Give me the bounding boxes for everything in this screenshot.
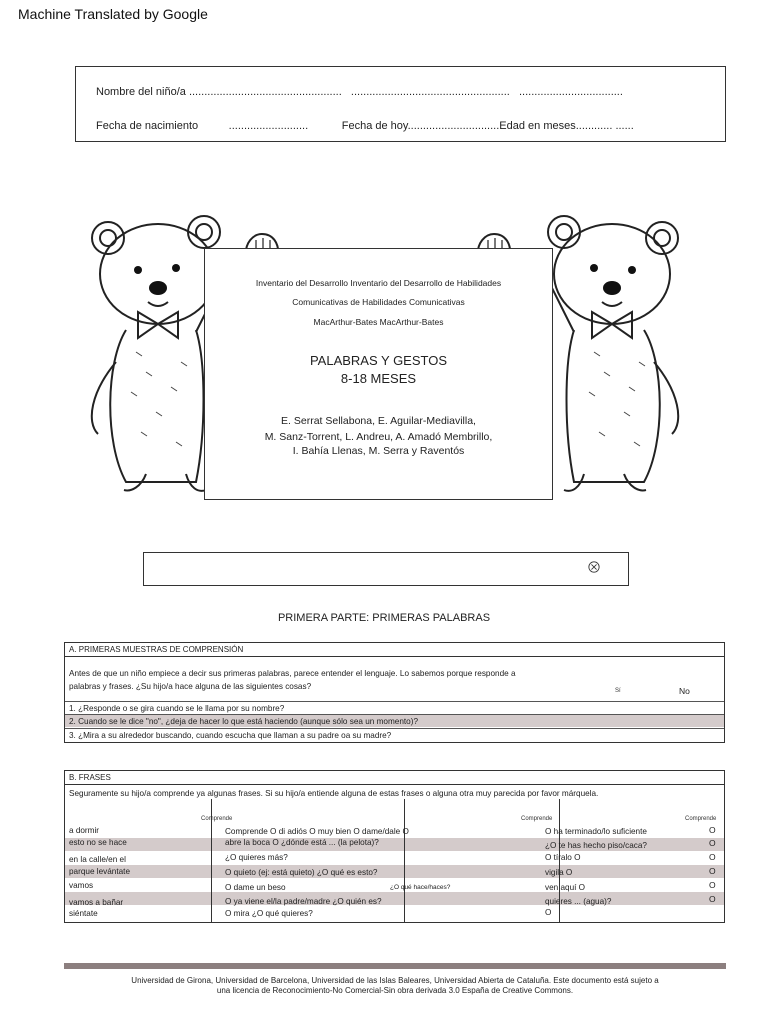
checkbox-circle[interactable]: O bbox=[709, 838, 716, 848]
no-label: No bbox=[679, 686, 690, 696]
section-a bbox=[64, 642, 725, 743]
question-row-2: 2. Cuando se le dice "no", ¿deja de hacer lo que está haciendo (aunque sólo sea un momento)? bbox=[65, 714, 724, 727]
authors-line2: M. Sanz-Torrent, L. Andreu, A. Amadó Membrillo, bbox=[264, 431, 493, 443]
form-age-range: 8-18 MESES bbox=[340, 371, 417, 386]
question-row-3: 3. ¿Mira a su alrededor buscando, cuando escucha que llaman a su padre oa su madre? bbox=[65, 728, 724, 741]
phrase-col2-7: O mira ¿O qué quieres? bbox=[225, 909, 313, 918]
phrase-col3-1: O ha terminado/lo suficiente bbox=[545, 827, 647, 836]
checkbox-circle[interactable]: O bbox=[709, 866, 716, 876]
authors-line3: I. Bahía Llenas, M. Serra y Raventós bbox=[292, 445, 465, 457]
child-info-box bbox=[75, 66, 726, 142]
phrase-col1-2: esto no se hace bbox=[69, 838, 127, 847]
comprende-header-2: Comprende bbox=[521, 816, 553, 822]
phrase-col1-1: a dormir bbox=[69, 826, 100, 835]
translation-header: Machine Translated by Google bbox=[18, 6, 208, 22]
phrase-col3-5: ven aquí O bbox=[545, 883, 586, 892]
checkbox-circle[interactable]: O bbox=[709, 852, 716, 862]
phrase-col1-5: vamos bbox=[69, 881, 94, 890]
checkbox-circle[interactable]: O bbox=[709, 894, 716, 904]
circle-x-icon bbox=[588, 561, 600, 573]
phrase-col2-2: abre la boca O ¿dónde está ... (la pelota)? bbox=[225, 838, 379, 847]
phrase-col2-3: ¿O quieres más? bbox=[225, 853, 288, 862]
checkbox-circle[interactable]: O bbox=[709, 880, 716, 890]
form-title: PALABRAS Y GESTOS bbox=[309, 353, 448, 368]
phrase-col3-4: vigila O bbox=[545, 868, 573, 877]
phrase-col3-6: quieres ... (agua)? bbox=[545, 897, 612, 906]
phrase-col1-4: parque levántate bbox=[69, 867, 130, 876]
section-b bbox=[64, 770, 725, 923]
phrase-col1-7: siéntate bbox=[69, 909, 98, 918]
question-row-1: 1. ¿Responde o se gira cuando se le llama por su nombre? bbox=[65, 701, 724, 714]
phrase-col3-3: O tíralo O bbox=[545, 853, 581, 862]
phrase-col2-1: Comprende O di adiós O muy bien O dame/dale O bbox=[225, 827, 409, 836]
phrase-col3-2: ¿O te has hecho piso/caca? bbox=[545, 841, 647, 850]
section-a-text2: palabras y frases. ¿Su hijo/a hace alguna de las siguientes cosas? bbox=[69, 682, 312, 691]
checkbox-circle[interactable]: O bbox=[709, 825, 716, 835]
section-a-text1: Antes de que un niño empiece a decir sus primeras palabras, parece entender el lenguaje. Lo sabemos porque responde a bbox=[69, 669, 516, 678]
phrase-col2-4: O quieto (ej: está quieto) ¿O qué es esto? bbox=[225, 868, 378, 877]
inventory-title-line3: MacArthur-Bates MacArthur-Bates bbox=[313, 317, 444, 327]
phrase-col1-6: vamos a bañar bbox=[69, 898, 124, 907]
inventory-title-line1: Inventario del Desarrollo Inventario del Desarrollo de Habilidades bbox=[255, 278, 502, 288]
inventory-title-line2: Comunicativas de Habilidades Comunicativas bbox=[292, 297, 465, 307]
yes-label: Sí bbox=[615, 688, 621, 694]
phrase-col2b: ¿O qué hace/haces? bbox=[390, 884, 451, 891]
section-b-text: Seguramente su hijo/a comprende ya algunas frases. Si su hijo/a entiende alguna de estas frases o alguna otra muy parecida por favor márquela. bbox=[69, 789, 599, 798]
section-a-heading: A. PRIMERAS MUESTRAS DE COMPRENSIÓN bbox=[65, 643, 724, 657]
section-b-heading: B. FRASES bbox=[65, 771, 724, 785]
title-sign bbox=[204, 248, 553, 500]
footer-line2: una licencia de Reconocimiento-No Comercial-Sin obra derivada 3.0 España de Creative Commons. bbox=[216, 986, 574, 995]
phrase-col3-7: O bbox=[545, 908, 552, 917]
authors-line1: E. Serrat Sellabona, E. Aguilar-Mediavilla, bbox=[281, 415, 476, 427]
child-name-line: Nombre del niño/a .................................................. .................................................... .................................. bbox=[96, 86, 623, 98]
footer-line1: Universidad de Girona, Universidad de Barcelona, Universidad de las Islas Baleares, Universidad Abierta de Cataluña. Este documento está sujeto a bbox=[131, 976, 659, 985]
comprende-header-3: Comprende bbox=[685, 816, 717, 822]
empty-input-box bbox=[143, 552, 629, 586]
dates-line: Fecha de nacimiento .......................... Fecha de hoy..............................Edad en meses............ ...... bbox=[96, 120, 634, 132]
comprende-header-1: Comprende bbox=[201, 816, 233, 822]
footer-divider bbox=[64, 963, 726, 969]
phrase-col1-3: en la calle/en el bbox=[69, 855, 126, 864]
phrase-col2-5: O dame un beso bbox=[225, 883, 286, 892]
phrase-col2-6: O ya viene el/la padre/madre ¿O quién es? bbox=[225, 897, 382, 906]
footer-license bbox=[64, 976, 726, 996]
part-title: PRIMERA PARTE: PRIMERAS PALABRAS bbox=[277, 612, 491, 624]
